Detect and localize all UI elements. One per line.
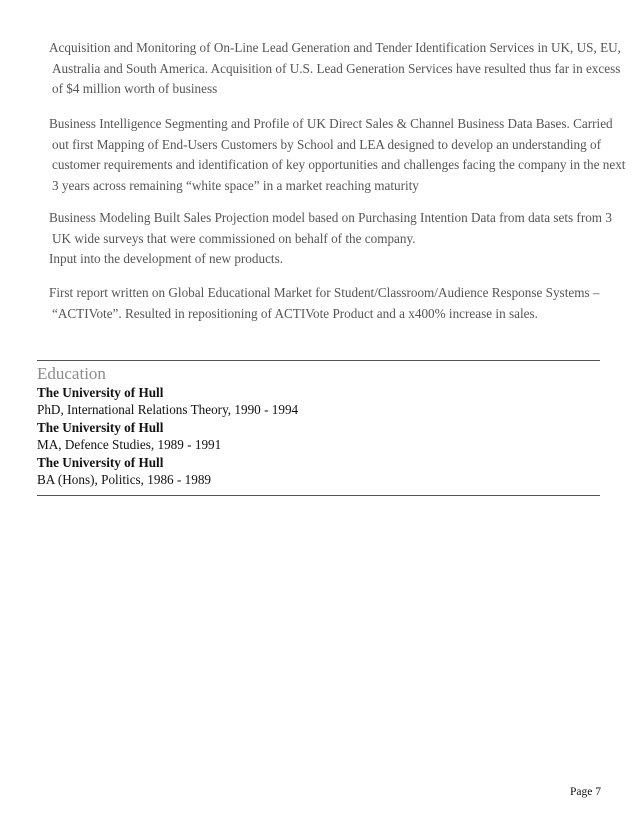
page-number: Page 7 bbox=[570, 786, 601, 798]
school-name: The University of Hull bbox=[37, 419, 164, 435]
text-line: UK wide surveys that were commissioned on behalf of the company. bbox=[52, 230, 416, 246]
section-divider-bottom bbox=[37, 495, 600, 496]
text-line: out first Mapping of End-Users Customers by School and LEA designed to develop an understanding of bbox=[52, 136, 602, 152]
education-entry bbox=[37, 384, 298, 419]
education-entry bbox=[37, 419, 298, 454]
school-name: The University of Hull bbox=[37, 454, 164, 470]
text-line: Business Modeling Built Sales Projection model based on Purchasing Intention Data from data sets from 3 bbox=[49, 210, 612, 225]
school-name: The University of Hull bbox=[37, 385, 164, 400]
section-divider-top bbox=[37, 360, 600, 361]
text-line: Business Intelligence Segmenting and Profile of UK Direct Sales & Channel Business Data Bases. Carried bbox=[49, 116, 613, 131]
text-line: First report written on Global Educational Market for Student/Classroom/Audience Response Systems – bbox=[49, 285, 600, 300]
paragraph-lead-generation bbox=[0, 38, 621, 100]
paragraph-business-intelligence bbox=[0, 114, 625, 196]
education-list bbox=[37, 384, 298, 488]
paragraph-business-modeling bbox=[0, 208, 612, 270]
education-entry bbox=[37, 454, 298, 489]
text-line: Acquisition and Monitoring of On-Line Lead Generation and Tender Identification Services in UK, US, EU, bbox=[49, 40, 621, 55]
paragraph-first-report bbox=[0, 283, 600, 324]
degree-info: PhD, International Relations Theory, 1990 - 1994 bbox=[37, 402, 299, 418]
text-line: Input into the development of new products. bbox=[49, 251, 284, 266]
degree-info: BA (Hons), Politics, 1986 - 1989 bbox=[37, 472, 212, 488]
text-line: “ACTIVote”. Resulted in repositioning of ACTIVote Product and a x400% increase in sales. bbox=[52, 305, 538, 321]
text-line: 3 years across remaining “white space” in a market reaching maturity bbox=[52, 177, 419, 193]
degree-info: MA, Defence Studies, 1989 - 1991 bbox=[37, 437, 222, 453]
text-line: customer requirements and identification of key opportunities and challenges facing the company in the next bbox=[52, 157, 626, 172]
text-line: of $4 million worth of business bbox=[52, 81, 218, 96]
education-heading: Education bbox=[37, 364, 106, 383]
text-line: Australia and South America. Acquisition of U.S. Lead Generation Services have resulted thus far in excess bbox=[52, 60, 621, 76]
